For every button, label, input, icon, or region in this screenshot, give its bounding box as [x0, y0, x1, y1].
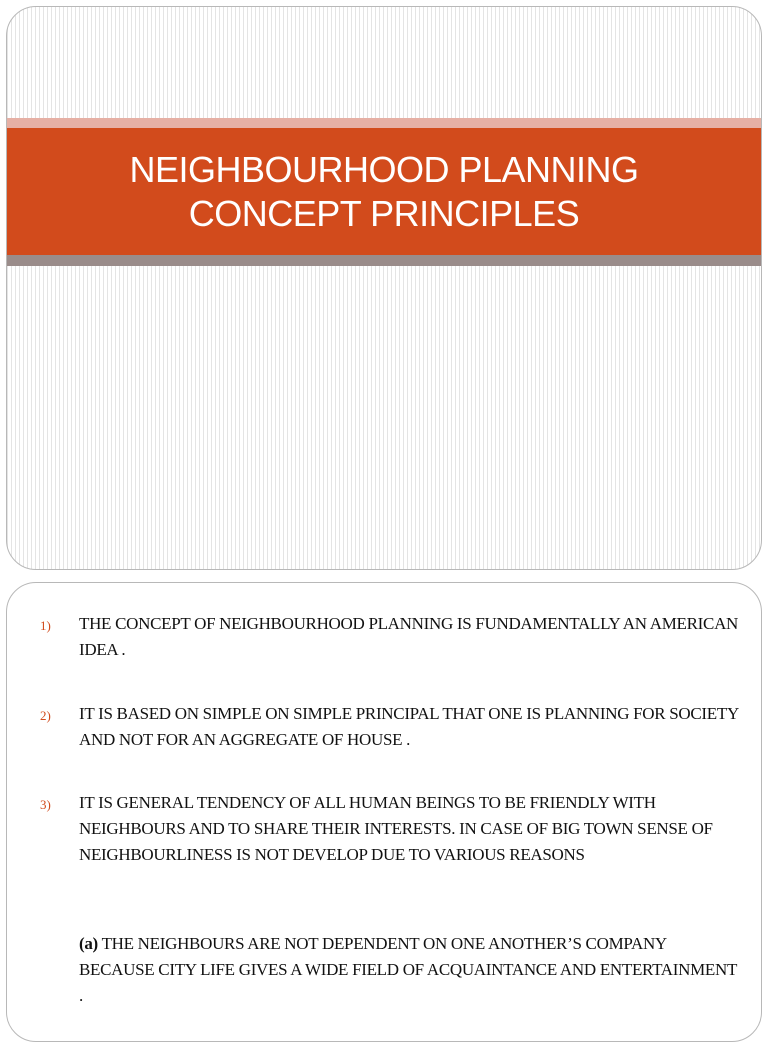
- sub-item-label: (a): [79, 934, 98, 953]
- sub-item-text: [79, 931, 741, 1009]
- content-slide: [6, 582, 762, 1042]
- title-band-bottom-stripe: [7, 255, 761, 266]
- title-slide: [6, 6, 762, 570]
- list-item-text: THE CONCEPT OF NEIGHBOURHOOD PLANNING IS FUNDAMENTALLY AN AMERICAN IDEA .: [79, 614, 739, 659]
- list-item-text: IT IS BASED ON SIMPLE ON SIMPLE PRINCIPAL THAT ONE IS PLANNING FOR SOCIETY AND NOT FOR AN AGGREGATE OF HOUSE .: [79, 704, 739, 749]
- list-item-number: 3): [40, 797, 51, 812]
- title-band-top-stripe: [7, 118, 761, 128]
- slide-title-line-2: CONCEPT PRINCIPLES: [188, 192, 580, 234]
- list-item-text: IT IS GENERAL TENDENCY OF ALL HUMAN BEINGS TO BE FRIENDLY WITH NEIGHBOURS AND TO SHARE THEIR INTERESTS. IN CASE OF BIG TOWN SENSE OF NEIGHBOURLINESS IS NOT DEVELOP DUE TO VARIOUS REASONS: [79, 793, 713, 864]
- slide-title-line-1: NEIGHBOURHOOD PLANNING: [129, 148, 639, 190]
- title-band: [7, 128, 761, 255]
- list-item-number: 2): [40, 708, 51, 723]
- sub-item-body: THE NEIGHBOURS ARE NOT DEPENDENT ON ONE ANOTHER’S COMPANY BECAUSE CITY LIFE GIVES A WIDE FIELD OF ACQUAINTANCE AND ENTERTAINMENT .: [79, 934, 737, 1005]
- list-item-number: 1): [40, 618, 51, 633]
